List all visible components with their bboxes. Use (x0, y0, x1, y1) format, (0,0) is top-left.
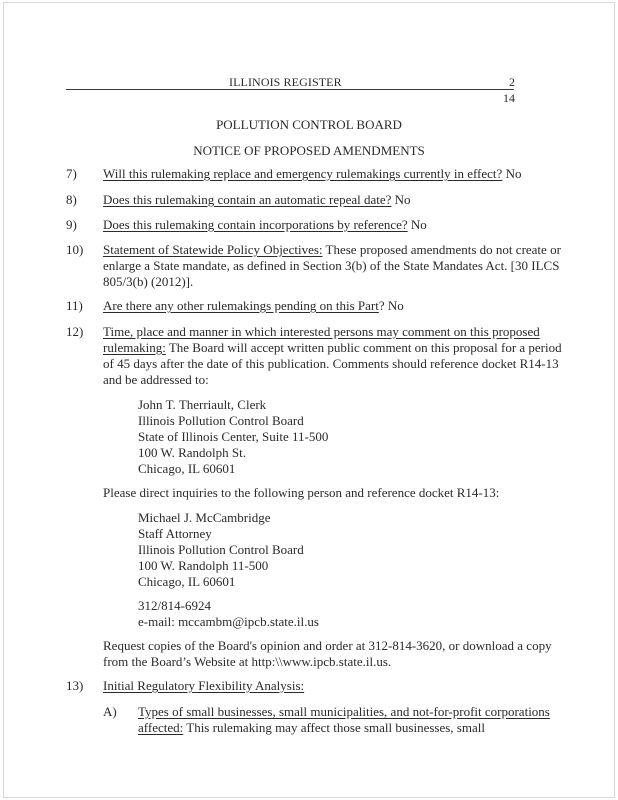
item-question: Are there any other rulemakings pending on this Part (103, 298, 379, 313)
sub-item-label: A) (103, 704, 117, 719)
item-question: Does this rulemaking contain incorporations by reference? (103, 217, 408, 232)
item-heading: rulemaking: (103, 340, 166, 355)
item-number: 7) (66, 166, 77, 181)
item-text: This rulemaking may affect those small businesses, small (183, 720, 485, 735)
item-12-line2 (103, 340, 562, 356)
item-answer: No (407, 217, 427, 232)
copies-line2: from the Board’s Website at http:\\www.ipcb.state.il.us. (103, 654, 392, 669)
item-answer: No (502, 166, 522, 181)
item-12-line4: and be addressed to: (103, 372, 209, 387)
copies-line1: Request copies of the Board's opinion and order at 312-814-3620, or download a copy (103, 638, 552, 653)
email-address: e-mail: mccambm@ipcb.state.il.us (138, 614, 319, 629)
phone-number: 312/814-6924 (138, 598, 211, 613)
address-line: Chicago, IL 60601 (138, 461, 236, 476)
item-number: 13) (66, 678, 84, 693)
inquiries-intro: Please direct inquiries to the following person and reference docket R14-13: (103, 485, 500, 500)
item-number: 10) (66, 242, 84, 257)
item-number: 9) (66, 217, 77, 232)
item-10-line3: 805/3(b) (2012)]. (103, 274, 194, 289)
item-question: Will this rulemaking replace and emergency rulemakings currently in effect? (103, 166, 503, 181)
address-line: 100 W. Randolph St. (138, 445, 246, 460)
item-13-heading: Initial Regulatory Flexibility Analysis: (103, 678, 305, 693)
item-10-line1 (103, 242, 561, 258)
item-heading: Statement of Statewide Policy Objectives: (103, 242, 323, 257)
item-number: 12) (66, 324, 84, 339)
item-11 (103, 298, 404, 314)
item-8 (103, 192, 411, 208)
volume-number: 14 (503, 91, 515, 105)
sub-item-a-heading-line1: Types of small businesses, small municipalities, and not-for-profit corporations (138, 704, 550, 719)
item-7 (103, 166, 521, 182)
register-title: ILLINOIS REGISTER (229, 75, 342, 89)
header-rule (66, 89, 514, 90)
item-number: 11) (66, 298, 83, 313)
address-line: Illinois Pollution Control Board (138, 542, 304, 557)
agency-title: POLLUTION CONTROL BOARD (216, 117, 402, 132)
address-line: Michael J. McCambridge (138, 510, 271, 525)
address-line: Illinois Pollution Control Board (138, 413, 304, 428)
item-question: Does this rulemaking contain an automatic repeal date? (103, 192, 392, 207)
item-9 (103, 217, 427, 233)
item-number: 8) (66, 192, 77, 207)
item-10-line2: enlarge a State mandate, as defined in Section 3(b) of the State Mandates Act. [30 ILCS (103, 258, 560, 273)
item-heading: affected: (138, 720, 184, 735)
address-line: State of Illinois Center, Suite 11-500 (138, 429, 329, 444)
item-answer: ? No (378, 298, 404, 313)
item-12-line3: of 45 days after the date of this publication. Comments should reference docket R14-13 (103, 356, 559, 371)
address-line: Chicago, IL 60601 (138, 574, 236, 589)
address-line: Staff Attorney (138, 526, 212, 541)
item-text: These proposed amendments do not create or (322, 242, 561, 257)
address-line: John T. Therriault, Clerk (138, 397, 267, 412)
notice-title: NOTICE OF PROPOSED AMENDMENTS (193, 143, 425, 158)
page-number: 2 (509, 75, 515, 89)
item-text: The Board will accept written public comment on this proposal for a period (165, 340, 562, 355)
address-line: 100 W. Randolph 11-500 (138, 558, 269, 573)
sub-item-a-line2 (138, 720, 485, 736)
item-12-heading-line1: Time, place and manner in which interested persons may comment on this proposed (103, 324, 540, 339)
item-answer: No (391, 192, 411, 207)
